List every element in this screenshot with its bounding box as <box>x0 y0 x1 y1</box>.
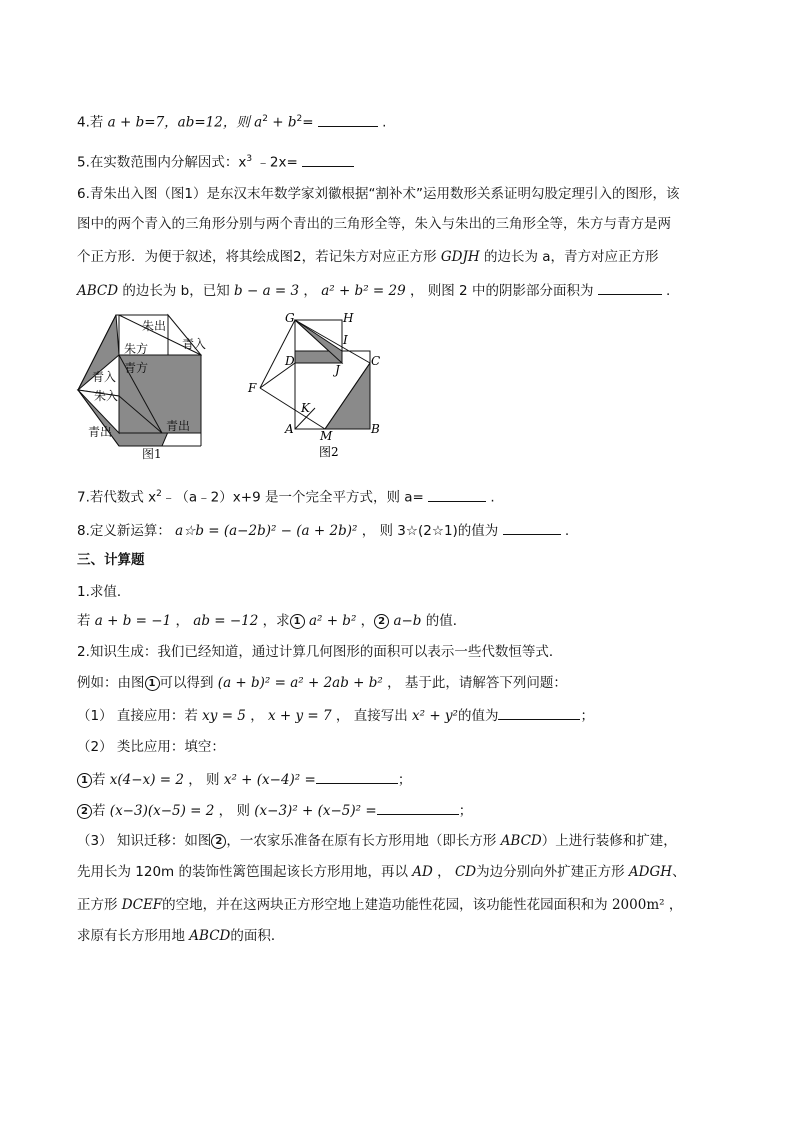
fig1-label-qingchu-right: 青出 <box>166 419 191 433</box>
q4-sup2: 2 <box>296 114 303 124</box>
c2-p3l3c: 的空地，并在这两块正方形空地上建造功能性花园，该功能性花园面积和为 <box>162 897 612 913</box>
c1-l1a: 若 <box>77 613 95 629</box>
fig1-label-qingru-left: 青入 <box>92 370 117 384</box>
fig2-label-I: I <box>343 333 348 347</box>
c2-part3-line2 <box>77 863 686 881</box>
c2-p3l3e: ， <box>664 897 683 913</box>
c2-p2b4: (x−3)² + (x−5)² = <box>254 803 377 819</box>
c2-ex-c: (a + b)² = a² + 2ab + b² <box>217 675 383 691</box>
c2-p1b: xy = 5 <box>202 708 246 724</box>
c2-p1f: x² + y² <box>412 708 458 724</box>
c2-p3l2e: 为边分别向外扩建正方形 <box>476 864 629 880</box>
c1-l1f: a² + b² <box>304 613 357 629</box>
c2-p2a5: ； <box>397 772 412 788</box>
q4-sup1: 2 <box>262 114 268 124</box>
c2-p3c: ABCD <box>500 833 542 849</box>
q5-sup: 3 <box>246 154 253 164</box>
q5-answer-blank[interactable] <box>302 152 354 167</box>
c2-title <box>77 643 562 661</box>
c2-p1e: ， 直接写出 <box>331 708 412 724</box>
q6-line1: 6.青朱出入图（图1）是东汉末年数学家刘徽根据“割补术”运用数形关系证明勾股定理引入的图形，该 <box>77 186 680 202</box>
q6-l3c: 的边长为 a，青方对应正方形 <box>479 249 659 265</box>
c2-p2a1: 若 <box>92 772 110 788</box>
c2-p3l3a: 正方形 <box>77 897 122 913</box>
c2-p1d: x + y = 7 <box>268 708 332 724</box>
q6-line3 <box>77 248 659 266</box>
q7-end: . <box>486 489 495 506</box>
c2-p1-answer-blank[interactable] <box>498 705 580 720</box>
q4-number: 4.若 <box>77 114 108 131</box>
c2-p3l2b: AD <box>412 864 433 880</box>
c2-ex-b: 可以得到 <box>159 675 218 691</box>
q6-l3b: GDJH <box>440 249 480 265</box>
fig2-label-M: M <box>320 429 333 443</box>
q6-l4a: ABCD <box>77 283 119 299</box>
q8-b: a☆b = (a−2b)² − (a + 2b)² <box>175 523 358 539</box>
c1-l1g: ， <box>356 613 375 629</box>
c2-part2b <box>77 800 472 820</box>
q7-b: ﹣（a﹣2）x+9 是一个完全平方式，则 a= <box>161 489 429 506</box>
q6-line4 <box>77 280 670 300</box>
question-7 <box>77 485 495 507</box>
q7-a: 7.若代数式 x <box>77 489 157 506</box>
c2-ex-a: 例如：由图 <box>77 675 145 691</box>
q4-end: . <box>377 114 387 131</box>
q6-l4c: b − a = 3 <box>234 283 300 299</box>
figure-2 <box>245 308 395 463</box>
fig1-label-zhuchu: 朱出 <box>142 319 167 333</box>
c1-l1b: a + b = −1 <box>94 613 172 629</box>
fig2-label-D: D <box>285 354 295 368</box>
q5-text: 5.在实数范围内分解因式：x <box>77 154 247 171</box>
fig2-label-J: J <box>335 363 340 377</box>
c1-l1d: ab = −12 <box>193 613 259 629</box>
fig2-label-H: H <box>343 311 354 325</box>
c2-p3-circled-2: 2 <box>211 834 226 849</box>
c2-title-text: 2.知识生成：我们已经知道，通过计算几何图形的面积可以表示一些代数恒等式． <box>77 644 563 660</box>
c2-p3l2g: 、 <box>672 864 686 880</box>
q4-eq: = <box>302 114 318 131</box>
c2-part2a <box>77 769 411 789</box>
c2-p2b3: ， 则 <box>214 803 255 819</box>
q8-a: 8.定义新运算： <box>77 523 176 539</box>
c2-p1h: ； <box>580 708 594 724</box>
c1-l1e: ，求 <box>258 613 290 629</box>
c1-circled-1: 1 <box>290 614 305 629</box>
section-3-title: 三、计算题 <box>77 552 145 568</box>
c2-p2b-answer-blank[interactable] <box>377 800 459 815</box>
c2-p3b: ，一农家乐准备在原有长方形用地（即长方形 <box>226 833 501 849</box>
c2-p3l2c: ， <box>432 864 455 880</box>
q6-l4d: ， <box>299 283 322 299</box>
q5-rest: ﹣2x= <box>252 154 303 171</box>
c1-title: 1.求值． <box>77 584 131 600</box>
c2-part1 <box>77 705 594 725</box>
q6-l4g: . <box>661 283 671 299</box>
c2-p3l4b: ABCD <box>189 928 231 944</box>
q6-l4e: a² + b² = 29 <box>321 283 406 299</box>
c2-ex-d: ， 基于此，请解答下列问题： <box>382 675 567 691</box>
q6-answer-blank[interactable] <box>598 280 662 295</box>
q8-answer-blank[interactable] <box>503 520 561 535</box>
c2-p3a: （3） 知识迁移：如图 <box>77 833 212 849</box>
q4-mid: + b <box>267 114 297 131</box>
fig1-caption: 图1 <box>142 447 162 461</box>
c2-p3l3b: DCEF <box>121 897 163 913</box>
c2-p2a-answer-blank[interactable] <box>316 769 398 784</box>
q4-expr: a + b=7，ab=12，则 a <box>107 114 263 131</box>
q4-answer-blank[interactable] <box>318 112 378 127</box>
fig2-label-K: K <box>301 401 310 415</box>
q7-answer-blank[interactable] <box>428 487 486 502</box>
c2-p3l3d: 2000m² <box>611 897 665 913</box>
c2-p2-circled-2: 2 <box>77 804 92 819</box>
c1-circled-2: 2 <box>374 614 389 629</box>
fig1-label-qingchu-bottom: 青出 <box>88 425 113 439</box>
fig2-label-F: F <box>248 381 257 395</box>
q6-l4f: ， 则图 2 中的阴影部分面积为 <box>405 283 598 299</box>
fig2-label-B: B <box>371 422 380 436</box>
q8-end: . <box>560 523 570 539</box>
c2-p3l2a: 先用长为 120m 的装饰性篱笆围起该长方形用地，再以 <box>77 864 413 880</box>
q6-l3a: 个正方形．为便于叙述，将其绘成图2，若记朱方对应正方形 <box>77 249 441 265</box>
fig2-label-G: G <box>285 311 295 325</box>
c2-p1a: （1） 直接应用：若 <box>77 708 203 724</box>
fig1-label-zhufang: 朱方 <box>124 342 149 356</box>
fig2-label-A: A <box>285 422 294 436</box>
question-8 <box>77 520 569 540</box>
c2-circled-1: 1 <box>145 676 160 691</box>
c2-part3-line3 <box>77 896 682 914</box>
c2-p1c: ， <box>245 708 268 724</box>
c1-l1c: ， <box>171 613 194 629</box>
q6-line2: 图中的两个青入的三角形分别与两个青出的三角形全等，朱入与朱出的三角形全等，朱方与青方是两 <box>77 216 671 232</box>
c2-p2a4: x² + (x−4)² = <box>223 772 316 788</box>
q8-c: ， 则 3☆(2☆1)的值为 <box>357 523 503 539</box>
q6-l4b: 的边长为 b，已知 <box>118 283 235 299</box>
c2-p2a2: x(4−x) = 2 <box>109 772 184 788</box>
fig1-label-zhuru: 朱入 <box>94 389 119 403</box>
fig1-label-qingru-top: 青入 <box>182 337 207 351</box>
c2-p3l4a: 求原有长方形用地 <box>77 928 190 944</box>
c2-p3d: ）上进行装修和扩建， <box>541 833 677 849</box>
fig2-caption: 图2 <box>319 445 339 459</box>
c2-part3-line1 <box>77 832 677 850</box>
c2-part3-line4 <box>77 927 284 945</box>
c2-part2: （2） 类比应用：填空： <box>77 739 225 755</box>
question-4 <box>77 110 386 132</box>
c2-p3l4c: 的面积． <box>230 928 285 944</box>
c2-p1g: 的值为 <box>457 708 499 724</box>
c2-p2a3: ， 则 <box>183 772 224 788</box>
c2-p2b2: (x−3)(x−5) = 2 <box>109 803 215 819</box>
question-5 <box>77 150 354 172</box>
c2-p2-circled-1: 1 <box>77 773 92 788</box>
c2-p3l2d: CD <box>454 864 477 880</box>
c1-l1i: 的值． <box>421 613 467 629</box>
c2-p2b1: 若 <box>92 803 110 819</box>
fig2-label-C: C <box>371 354 381 368</box>
fig1-label-qingfang: 青方 <box>124 361 149 375</box>
c1-l1h: a−b <box>389 613 422 629</box>
c2-p2b5: ； <box>458 803 473 819</box>
figure-1 <box>70 308 220 463</box>
c1-line <box>77 612 466 630</box>
q7-sup: 2 <box>156 489 162 499</box>
c2-example <box>77 674 567 692</box>
c2-p3l2f: ADGH <box>628 864 673 880</box>
